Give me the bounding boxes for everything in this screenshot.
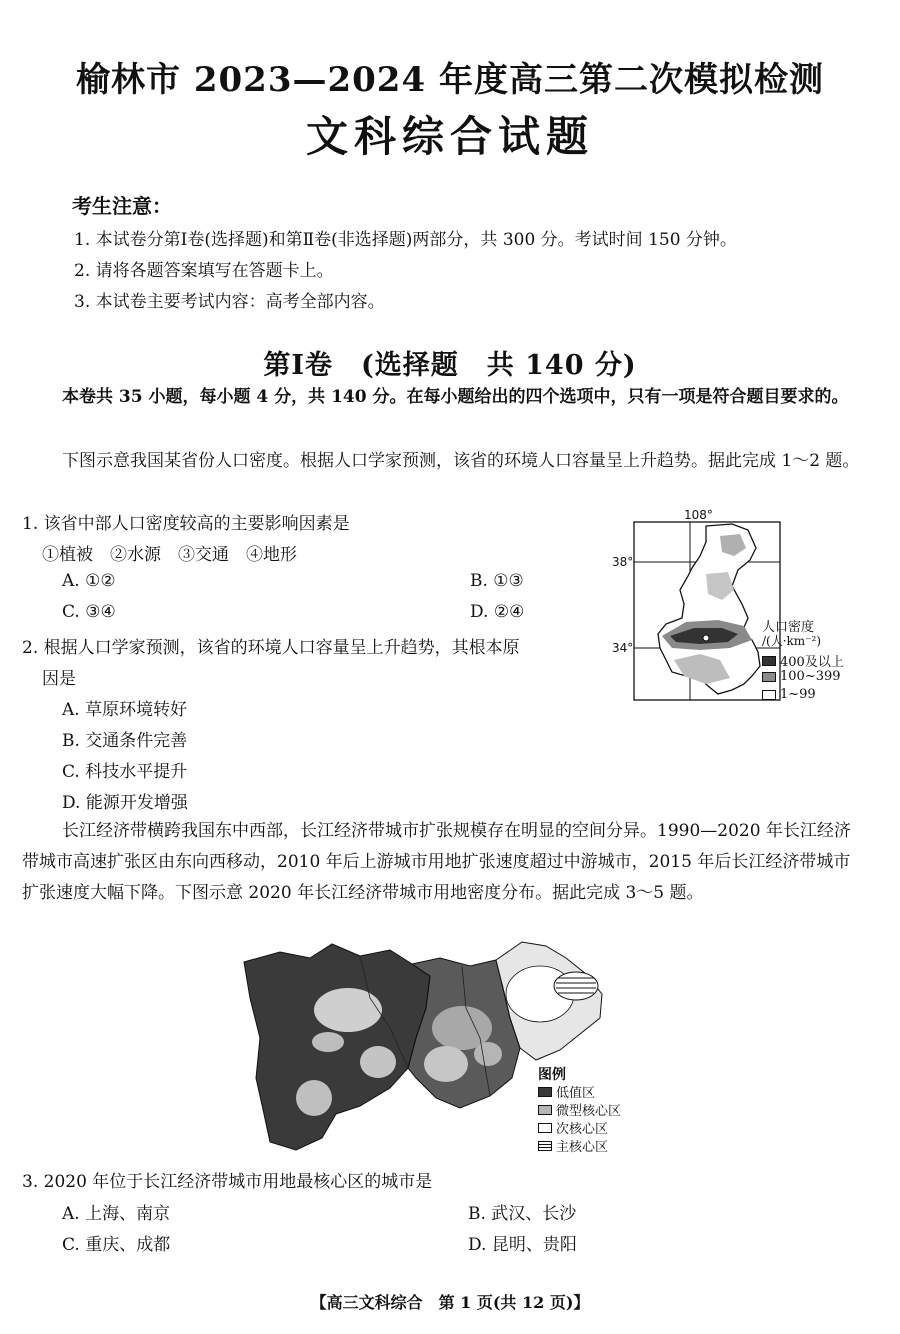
legend-swatch-high — [762, 656, 776, 666]
q3-option-b: B. 武汉、长沙 — [468, 1204, 577, 1224]
notice-item-1: 1. 本试卷分第Ⅰ卷(选择题)和第Ⅱ卷(非选择题)两部分，共 300 分。考试时间 150 分钟。 — [74, 230, 737, 250]
exam-title: 榆林市 2023—2024 年度高三第二次模拟检测 — [76, 60, 824, 100]
legend-swatch-secondary-core — [538, 1123, 552, 1133]
map1-legend-title: 人口密度 — [762, 620, 815, 635]
volume-intro: 本卷共 35 小题，每小题 4 分，共 140 分。在每小题给出的四个选项中，只有一项是符合题目要求的。 — [62, 387, 849, 407]
notice-item-2: 2. 请将各题答案填写在答题卡上。 — [74, 261, 334, 281]
legend-label-mid: 100~399 — [780, 669, 841, 684]
legend-label-micro-core: 微型核心区 — [556, 1104, 622, 1119]
legend-label-main-core: 主核心区 — [556, 1140, 609, 1155]
map2-legend-main — [538, 1136, 608, 1155]
passage-1: 下图示意我国某省份人口密度。根据人口学家预测，该省的环境人口容量呈上升趋势。据此完成 1～2 题。 — [62, 451, 860, 471]
passage-2: 长江经济带横跨我国东中西部，长江经济带城市扩张规模存在明显的空间分异。1990—2020 年长江经济带城市高速扩张区由东向西移动，2010 年后上游城市用地扩张速度超过中游城市，2015 年后长江经济带城市扩张速度大幅下降。下图示意 2020 年长江经济带城市用地密度分布。据此完成 3～5 题。 — [22, 821, 851, 903]
q1-option-c: C. ③④ — [62, 602, 116, 622]
legend-label-low-value: 低值区 — [556, 1086, 596, 1101]
q1-option-b: B. ①③ — [470, 571, 524, 591]
latitude-34-label: 34° — [612, 641, 634, 655]
q2-stem: 2. 根据人口学家预测，该省的环境人口容量呈上升趋势，其根本原 — [22, 638, 520, 658]
legend-swatch-main-core — [538, 1141, 552, 1151]
longitude-label: 108° — [684, 508, 713, 522]
legend-label-secondary-core: 次核心区 — [556, 1122, 609, 1137]
legend-swatch-mid — [762, 672, 776, 682]
q1-stem: 1. 该省中部人口密度较高的主要影响因素是 — [22, 514, 350, 534]
q3-option-a: A. 上海、南京 — [62, 1204, 171, 1224]
legend-swatch-low — [762, 690, 776, 700]
q2-option-c: C. 科技水平提升 — [62, 762, 188, 782]
map2-legend-secondary — [538, 1118, 608, 1137]
legend-swatch-low-value — [538, 1087, 552, 1097]
q2-option-b: B. 交通条件完善 — [62, 731, 188, 751]
yangtze-land-density-map — [240, 938, 660, 1160]
q3-option-d: D. 昆明、贵阳 — [468, 1235, 577, 1255]
q3-option-c: C. 重庆、成都 — [62, 1235, 171, 1255]
legend-label-low: 1~99 — [780, 687, 816, 702]
page-footer: 【高三文科综合 第 1 页(共 12 页)】 — [310, 1293, 590, 1312]
legend-swatch-micro-core — [538, 1105, 552, 1115]
map1-legend-mid — [762, 669, 841, 684]
map1-legend-high — [762, 651, 844, 670]
notice-heading: 考生注意： — [72, 194, 172, 218]
map2-legend-title: 图例 — [538, 1067, 566, 1083]
latitude-38-label: 38° — [612, 555, 634, 569]
q2-option-d: D. 能源开发增强 — [62, 793, 188, 813]
volume-title: 第Ⅰ卷 (选择题 共 140 分) — [263, 350, 637, 381]
q2-stem-cont: 因是 — [42, 669, 76, 689]
map1-legend-unit: /(人·km⁻²) — [762, 634, 822, 648]
exam-subtitle: 文科综合试题 — [305, 112, 594, 161]
q3-stem: 3. 2020 年位于长江经济带城市用地最核心区的城市是 — [22, 1172, 433, 1192]
map2-legend-low — [538, 1082, 595, 1101]
population-density-map — [610, 508, 880, 708]
legend-label-high: 400及以上 — [780, 655, 844, 670]
notice-item-3: 3. 本试卷主要考试内容：高考全部内容。 — [74, 292, 385, 312]
map1-legend-low — [762, 687, 816, 702]
map2-legend-micro — [538, 1100, 621, 1119]
q2-option-a: A. 草原环境转好 — [62, 700, 188, 720]
q1-option-d: D. ②④ — [470, 602, 525, 622]
q1-option-a: A. ①② — [62, 571, 116, 591]
q1-choices: ①植被 ②水源 ③交通 ④地形 — [42, 545, 297, 565]
